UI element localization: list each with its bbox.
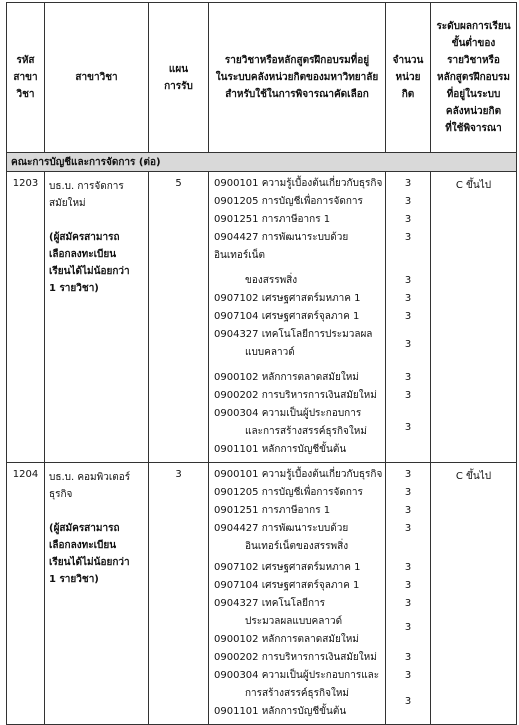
course-line: 0901101 หลักการบัญชีขั้นต้น bbox=[214, 444, 347, 455]
unit-value: 3 bbox=[404, 178, 412, 189]
program-code: 1204 bbox=[7, 463, 45, 725]
course-line: 0901205 การบัญชีเพื่อการจัดการ bbox=[214, 487, 363, 498]
program-plan: 5 bbox=[149, 172, 209, 463]
program-units bbox=[386, 172, 431, 463]
program-note-line: (ผู้สมัครสามารถ bbox=[49, 523, 120, 534]
course-line: อินเทอร์เน็ต bbox=[214, 250, 265, 261]
unit-value: 3 bbox=[404, 523, 412, 534]
program-units bbox=[386, 463, 431, 725]
header-plan: แผน การรับ bbox=[149, 3, 209, 153]
unit-value: 3 bbox=[404, 311, 412, 322]
unit-value: 3 bbox=[404, 390, 412, 401]
unit-value: 3 bbox=[404, 670, 412, 681]
unit-value: 3 bbox=[404, 622, 412, 633]
course-line: 0900101 ความรู้เบื้องต้นเกี่ยวกับธุรกิจ bbox=[214, 178, 383, 189]
program-note-line: เรียนได้ไม่น้อยกว่า bbox=[49, 557, 130, 568]
program-row bbox=[7, 463, 517, 725]
section-row bbox=[7, 153, 517, 172]
course-line: 0901205 การบัญชีเพื่อการจัดการ bbox=[214, 196, 363, 207]
program-row bbox=[7, 172, 517, 463]
course-line: 0904327 เทคโนโลยีการประมวลผล bbox=[214, 329, 373, 340]
program-name-line: บธ.บ. การจัดการ bbox=[49, 181, 124, 192]
program-name-line: สมัยใหม่ bbox=[49, 198, 86, 209]
course-line: 0900202 การบริหารการเงินสมัยใหม่ bbox=[214, 390, 377, 401]
program-note-line: เลือกลงทะเบียน bbox=[49, 540, 117, 551]
header-field: สาขาวิชา bbox=[45, 3, 149, 153]
unit-value: 3 bbox=[404, 275, 412, 286]
course-line: 0900102 หลักการตลาดสมัยใหม่ bbox=[214, 372, 359, 383]
program-requirement: C ขึ้นไป bbox=[431, 463, 517, 725]
course-line: 0904427 การพัฒนาระบบด้วย bbox=[214, 232, 349, 243]
unit-value: 3 bbox=[404, 339, 412, 350]
header-units: จำนวน หน่วย กิต bbox=[386, 3, 431, 153]
unit-value: 3 bbox=[404, 293, 412, 304]
program-note-line: 1 รายวิชา) bbox=[49, 574, 99, 585]
program-note-line: เลือกลงทะเบียน bbox=[49, 249, 117, 260]
course-line: แบบคลาวด์ bbox=[245, 347, 295, 358]
course-line: ประมวลผลแบบคลาวด์ bbox=[245, 616, 343, 627]
course-line: 0904427 การพัฒนาระบบด้วย bbox=[214, 523, 349, 534]
program-courses bbox=[209, 172, 386, 463]
program-field bbox=[45, 172, 149, 463]
course-line: 0900202 การบริหารการเงินสมัยใหม่ bbox=[214, 652, 377, 663]
header-requirement: ระดับผลการเรียน ขั้นต่ำของ รายวิชาหรือ หลักสูตรฝึกอบรม ที่อยู่ในระบบ คลังหน่วยกิต ที่ใช้พิจารณา bbox=[431, 3, 517, 153]
header-courses: รายวิชาหรือหลักสูตรฝึกอบรมที่อยู่ ในระบบคลังหน่วยกิตของมหาวิทยาลัย สำหรับใช้ในการพิจารณาคัดเลือก bbox=[209, 3, 386, 153]
admission-table bbox=[6, 2, 517, 725]
program-field bbox=[45, 463, 149, 725]
course-line: 0900304 ความเป็นผู้ประกอบการและ bbox=[214, 670, 380, 681]
course-list bbox=[209, 463, 385, 724]
course-line: 0900102 หลักการตลาดสมัยใหม่ bbox=[214, 634, 359, 645]
course-line: 0901251 การภาษีอากร 1 bbox=[214, 505, 331, 516]
unit-value: 3 bbox=[404, 214, 412, 225]
unit-value: 3 bbox=[404, 422, 412, 433]
unit-value: 3 bbox=[404, 487, 412, 498]
program-name-line: บธ.บ. คอมพิวเตอร์ bbox=[49, 472, 131, 483]
unit-list bbox=[386, 172, 430, 440]
program-note-line: (ผู้สมัครสามารถ bbox=[49, 232, 120, 243]
course-line: การสร้างสรรค์ธุรกิจใหม่ bbox=[245, 688, 350, 699]
header-row bbox=[7, 3, 517, 153]
program-plan: 3 bbox=[149, 463, 209, 725]
course-list bbox=[209, 172, 385, 462]
course-line: 0907104 เศรษฐศาสตร์จุลภาค 1 bbox=[214, 311, 360, 322]
unit-list bbox=[386, 463, 430, 714]
unit-value: 3 bbox=[404, 505, 412, 516]
unit-value: 3 bbox=[404, 196, 412, 207]
course-line: และการสร้างสรรค์ธุรกิจใหม่ bbox=[245, 426, 367, 437]
program-note-line: เรียนได้ไม่น้อยกว่า bbox=[49, 266, 130, 277]
course-line: อินเทอร์เน็ตของสรรพสิ่ง bbox=[245, 541, 349, 552]
course-line: 0904327 เทคโนโลยีการ bbox=[214, 598, 326, 609]
program-requirement: C ขึ้นไป bbox=[431, 172, 517, 463]
program-name-line: ธุรกิจ bbox=[49, 489, 73, 500]
unit-value: 3 bbox=[404, 696, 412, 707]
unit-value: 3 bbox=[404, 469, 412, 480]
unit-value: 3 bbox=[404, 580, 412, 591]
course-line: 0907102 เศรษฐศาสตร์มหภาค 1 bbox=[214, 562, 361, 573]
course-line: 0901101 หลักการบัญชีขั้นต้น bbox=[214, 706, 347, 717]
unit-value: 3 bbox=[404, 372, 412, 383]
unit-value: 3 bbox=[404, 598, 412, 609]
program-code: 1203 bbox=[7, 172, 45, 463]
course-line: 0901251 การภาษีอากร 1 bbox=[214, 214, 331, 225]
unit-value: 3 bbox=[404, 652, 412, 663]
program-courses bbox=[209, 463, 386, 725]
course-line: 0907104 เศรษฐศาสตร์จุลภาค 1 bbox=[214, 580, 360, 591]
course-line: 0900304 ความเป็นผู้ประกอบการ bbox=[214, 408, 362, 419]
header-code: รหัส สาขา วิชา bbox=[7, 3, 45, 153]
section-title: คณะการบัญชีและการจัดการ (ต่อ) bbox=[7, 153, 517, 172]
course-line: 0900101 ความรู้เบื้องต้นเกี่ยวกับธุรกิจ bbox=[214, 469, 383, 480]
program-note-line: 1 รายวิชา) bbox=[49, 283, 99, 294]
unit-value: 3 bbox=[404, 232, 412, 243]
course-line: 0907102 เศรษฐศาสตร์มหภาค 1 bbox=[214, 293, 361, 304]
unit-value: 3 bbox=[404, 562, 412, 573]
course-line: ของสรรพสิ่ง bbox=[245, 275, 298, 286]
